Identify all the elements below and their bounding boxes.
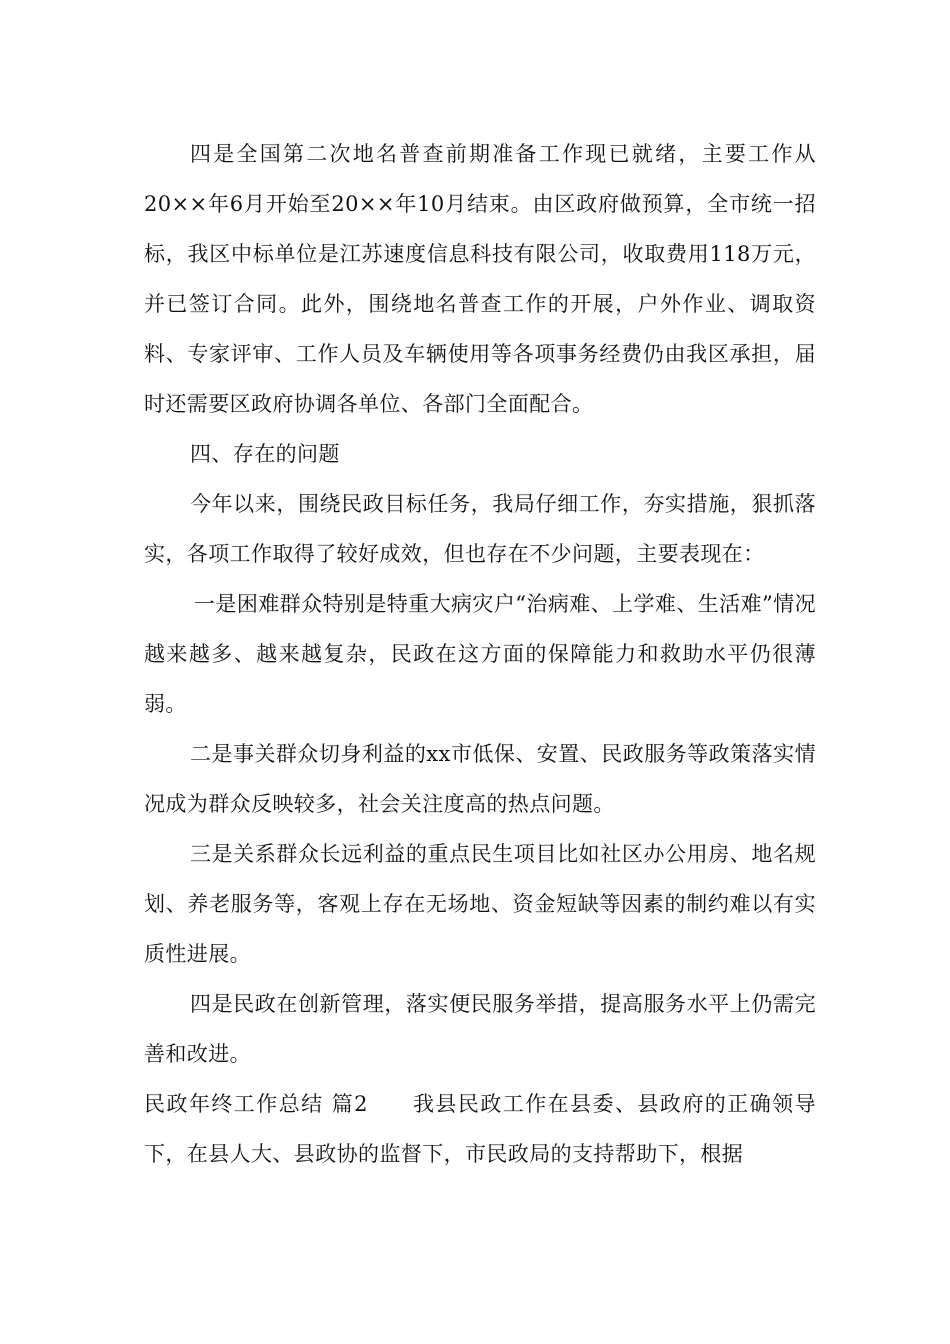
paragraph-problem-one: 一是困难群众特别是特重大病灾户“治病难、上学难、生活难”情况越来越多、越来越复杂，民政在这方面的保障能力和救助水平仍很薄弱。 <box>144 592 816 716</box>
section-body-text: 我县民政工作在县委、县政府的正确领导下，在县人大、县政协的监督下，市民政局的支持帮助下，根据 <box>144 1092 816 1166</box>
paragraph-problems-intro: 今年以来，围绕民政目标任务，我局仔细工作，夯实措施，狠抓落实，各项工作取得了较好成效，但也存在不少问题，主要表现在： <box>144 492 816 566</box>
paragraph-place-name-census: 四是全国第二次地名普查前期准备工作现已就绪，主要工作从20××年6月开始至20××年10月结束。由区政府做预算，全市统一招标，我区中标单位是江苏速度信息科技有限公司，收取费用118万元，并已签订合同。此外，围绕地名普查工作的开展，户外作业、调取资料、专家评审、工作人员及车辆使用等各项事务经费仍由我区承担，届时还需要区政府协调各单位、各部门全面配合。 <box>144 142 816 416</box>
section-title: 民政年终工作总结 篇2 <box>144 1092 368 1116</box>
paragraph-problem-three: 三是关系群众长远利益的重点民生项目比如社区办公用房、地名规划、养老服务等，客观上存在无场地、资金短缺等因素的制约难以有实质性进展。 <box>144 842 816 966</box>
paragraph-problem-two: 二是事关群众切身利益的xx市低保、安置、民政服务等政策落实情况成为群众反映较多，社会关注度高的热点问题。 <box>144 742 816 816</box>
document-body <box>144 129 816 1179</box>
section-heading-problems: 四、存在的问题 <box>190 442 340 466</box>
paragraph-problem-four: 四是民政在创新管理，落实便民服务举措，提高服务水平上仍需完善和改进。 <box>144 992 816 1066</box>
section-2-start <box>144 1079 816 1179</box>
